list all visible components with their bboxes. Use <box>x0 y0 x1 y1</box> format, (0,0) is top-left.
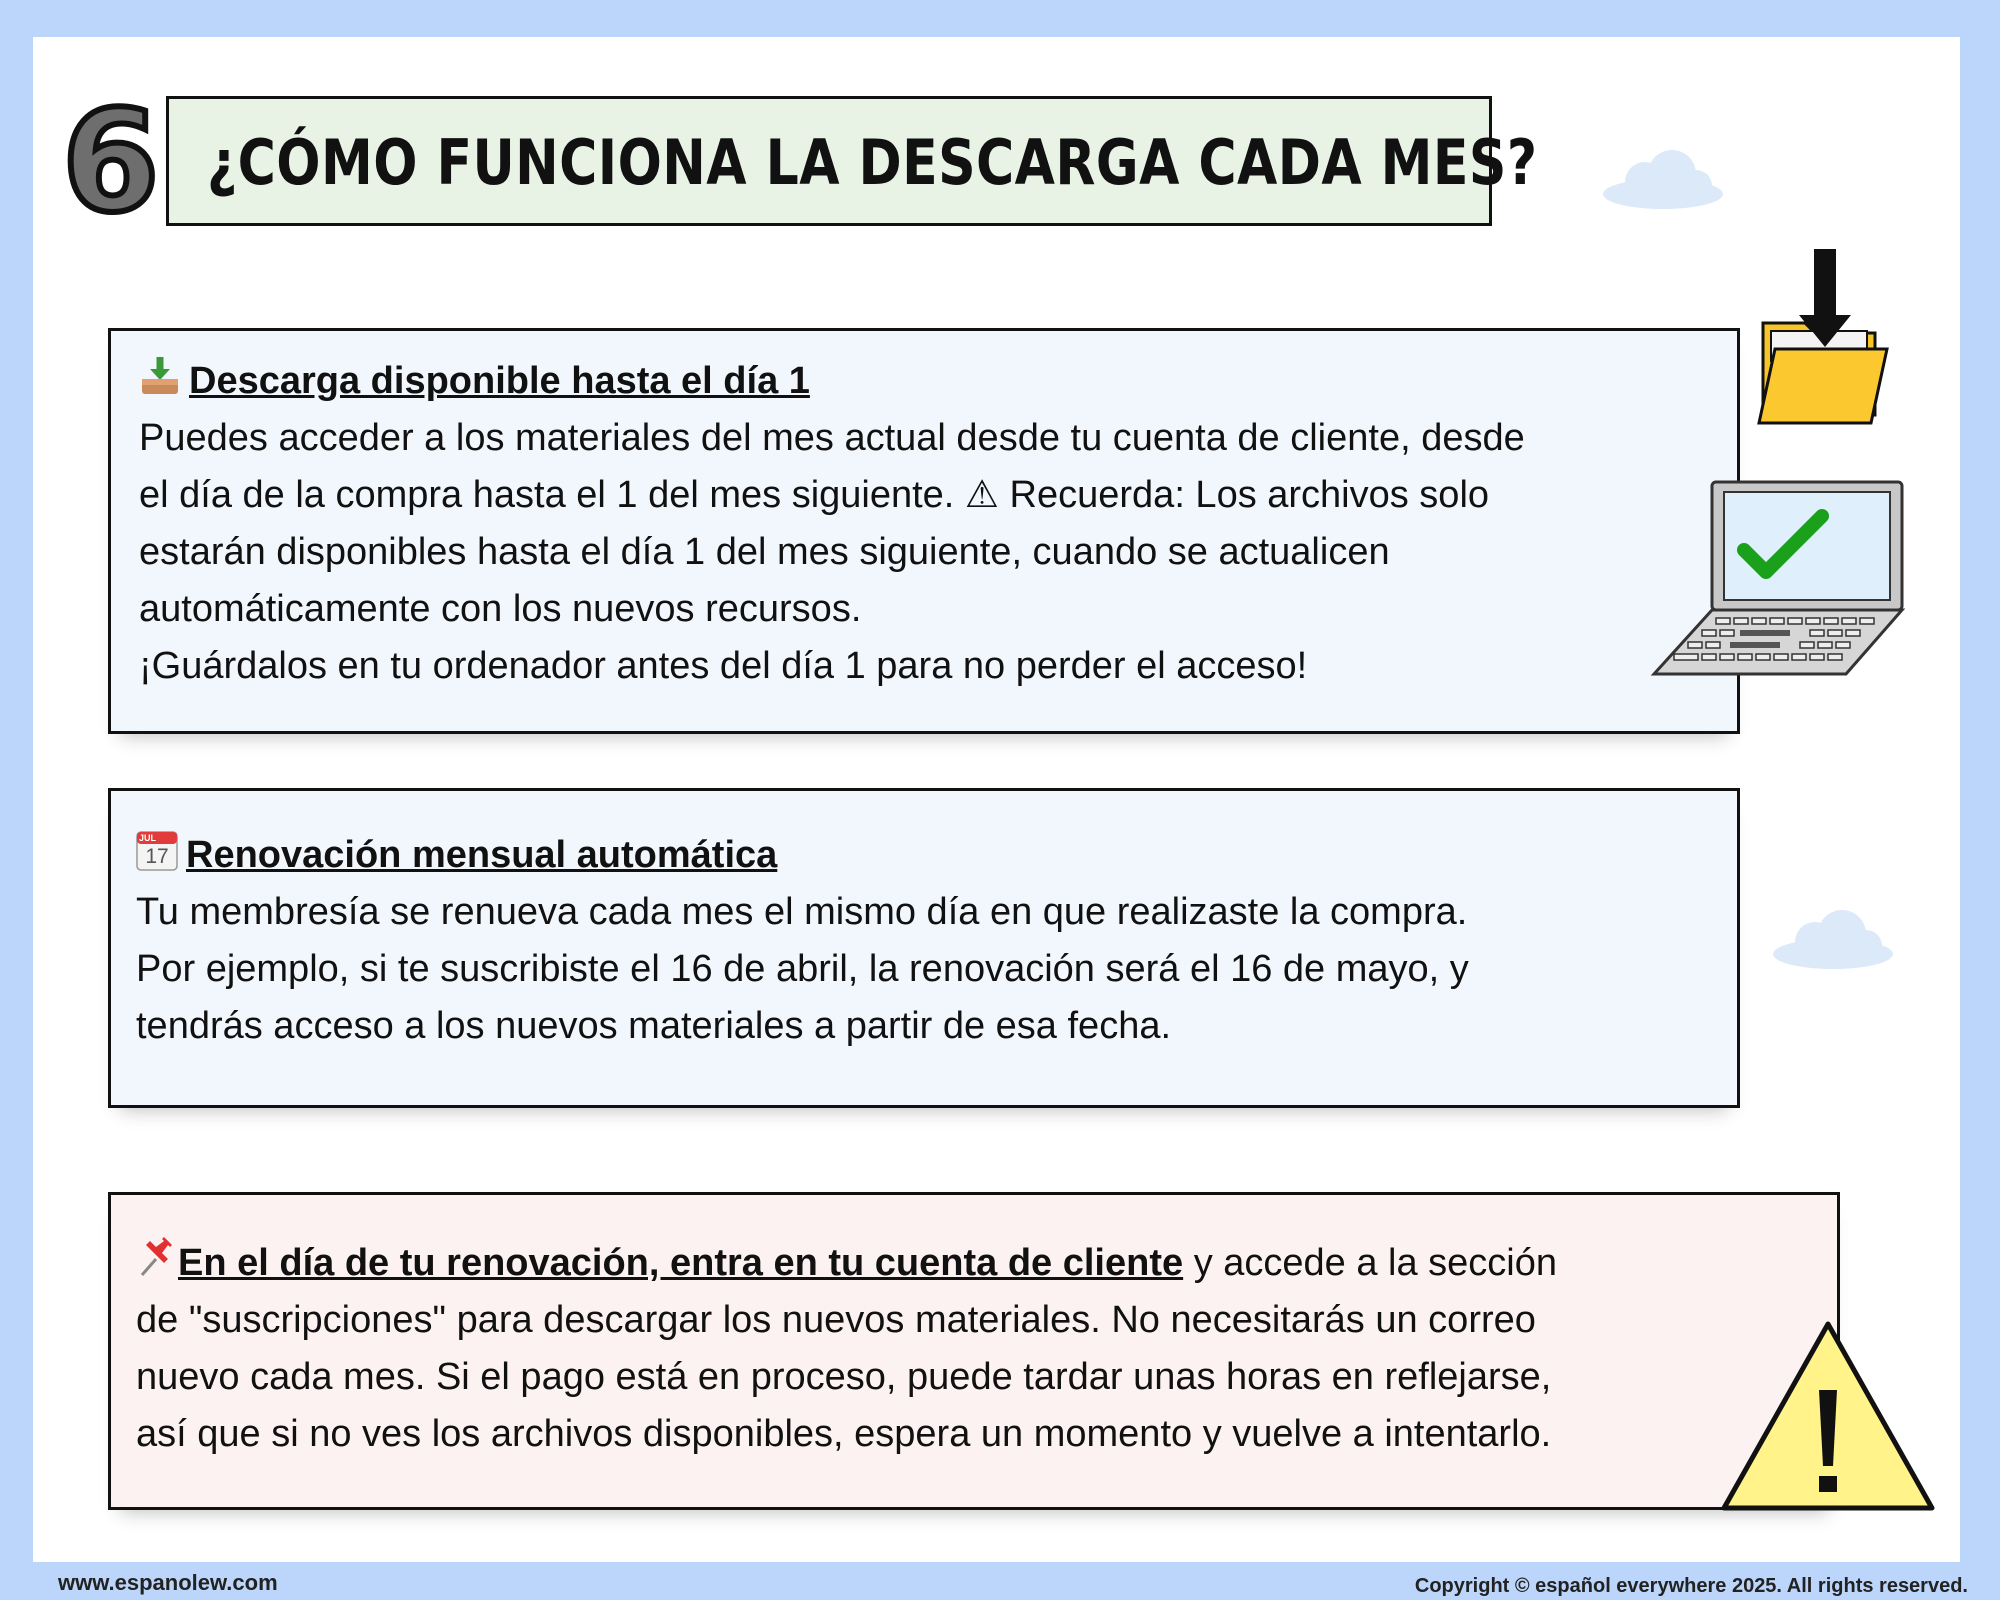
folder-download-icon <box>1755 245 1895 430</box>
text-line: el día de la compra hasta el 1 del mes siguiente. ⚠ Recuerda: Los archivos solo <box>139 474 1490 516</box>
calendar-icon <box>136 829 178 871</box>
text-line: Puedes acceder a los materiales del mes actual desde tu cuenta de cliente, desde <box>139 417 1525 459</box>
warning-first-line <box>136 1235 1557 1292</box>
copyright-notice: Copyright © español everywhere 2025. All rights reserved. <box>1414 1575 1968 1597</box>
step-number: 6 <box>62 81 160 244</box>
text-line: nuevo cada mes. Si el pago está en proceso, puede tardar unas horas en reflejarse, <box>136 1356 1552 1398</box>
page-title: ¿CÓMO FUNCIONA LA DESCARGA CADA MES? <box>207 126 1538 199</box>
title-box <box>166 96 1538 226</box>
text-line: automáticamente con los nuevos recursos. <box>139 588 862 630</box>
cloud-icon <box>1770 908 1896 970</box>
text-line: tendrás acceso a los nuevos materiales a partir de esa fecha. <box>136 1005 1172 1047</box>
section-heading: En el día de tu renovación, entra en tu cuenta de cliente <box>178 1242 1184 1284</box>
text-line: de "suscripciones" para descargar los nuevos materiales. No necesitarás un correo <box>136 1299 1536 1341</box>
section-heading: Renovación mensual automática <box>186 834 778 876</box>
inbox-tray-icon <box>139 355 181 397</box>
website-link[interactable]: www.espanolew.com <box>58 1570 278 1595</box>
text-line: Por ejemplo, si te suscribiste el 16 de abril, la renovación será el 16 de mayo, y <box>136 948 1469 990</box>
pushpin-icon <box>136 1237 178 1279</box>
text-line: estarán disponibles hasta el día 1 del mes siguiente, cuando se actualicen <box>139 531 1390 573</box>
download-info-box <box>108 328 1740 734</box>
renewal-info-box <box>108 788 1740 1108</box>
laptop-check-icon <box>1650 478 1910 678</box>
download-heading-row <box>139 353 1525 410</box>
warning-triangle-icon <box>1718 1318 1938 1514</box>
calendar-day: 17 <box>145 845 169 868</box>
text-line: ¡Guárdalos en tu ordenador antes del día 1 para no perder el acceso! <box>139 645 1308 687</box>
renewal-warning-box <box>108 1192 1840 1510</box>
text-line-rest: y accede a la sección <box>1183 1242 1558 1284</box>
renewal-heading-row <box>136 827 1469 884</box>
text-line: así que si no ves los archivos disponibles, espera un momento y vuelve a intentarlo. <box>136 1413 1552 1455</box>
calendar-month: JUL <box>139 833 157 843</box>
cloud-icon <box>1600 148 1726 210</box>
section-heading: Descarga disponible hasta el día 1 <box>189 360 810 402</box>
text-line: Tu membresía se renueva cada mes el mismo día en que realizaste la compra. <box>136 891 1468 933</box>
